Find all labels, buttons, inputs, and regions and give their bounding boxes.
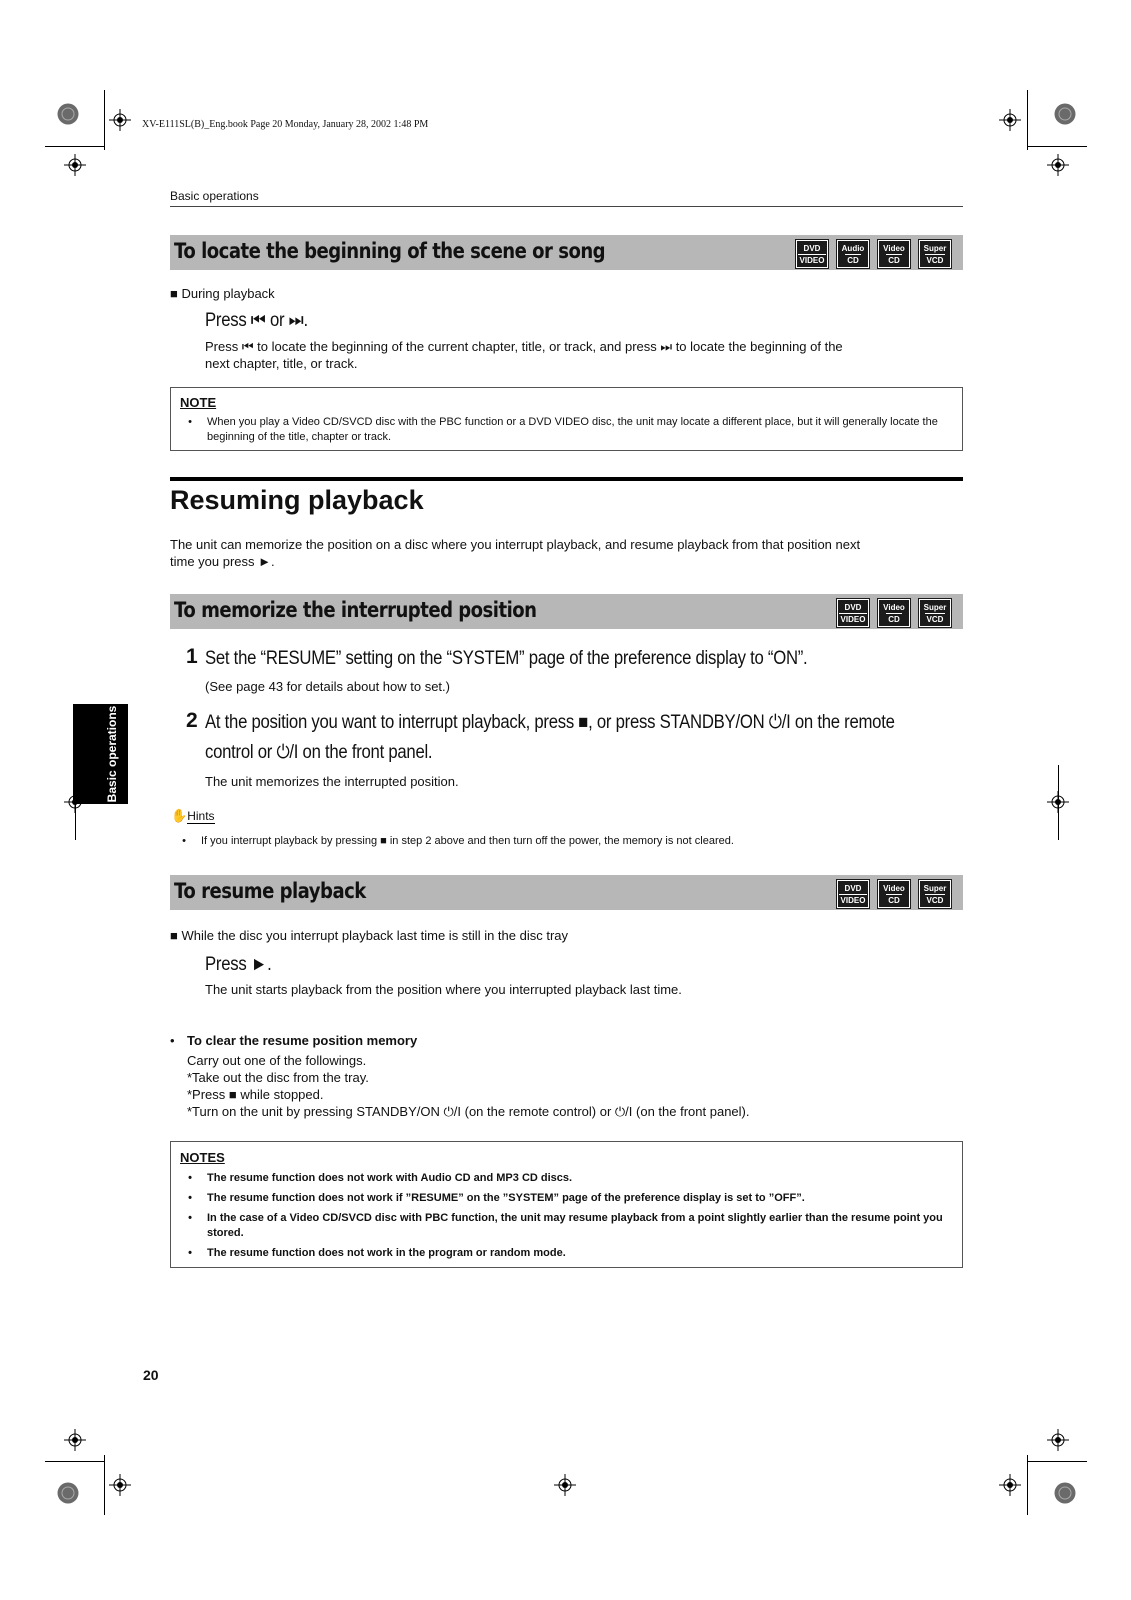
note-box	[170, 387, 963, 451]
super-vcd-badge: Super VCD	[919, 240, 951, 268]
section-title: To resume playback	[174, 879, 366, 903]
video-cd-badge: Video CD	[878, 599, 910, 627]
locate-desc-line1: Press ⏮ to locate the beginning of the current chapter, title, or track, and press ⏭ to locate the beginning of the	[205, 339, 843, 354]
note-label: NOTE	[180, 395, 217, 410]
super-vcd-badge: Super VCD	[919, 880, 951, 908]
intro-line2: time you press ►.	[170, 554, 275, 569]
step1-text: Set the “RESUME” setting on the “SYSTEM” page of the preference display to “ON”.	[205, 648, 808, 669]
condition-disc-in-tray: ■ While the disc you interrupt playback last time is still in the disc tray	[170, 928, 569, 943]
section-divider	[170, 477, 963, 481]
dvd-video-badge: DVD VIDEO	[837, 880, 869, 908]
disc-badges	[837, 599, 951, 627]
notes-list	[187, 1171, 952, 1261]
press-instruction: Press ⏮ or ⏭.	[205, 310, 308, 331]
registration-mark-icon	[1047, 1429, 1069, 1451]
color-target-icon	[57, 1482, 79, 1504]
header-rule	[170, 206, 963, 207]
video-cd-badge: Video CD	[878, 880, 910, 908]
side-tab-label: Basic operations	[105, 705, 119, 803]
section-bar-memorize	[170, 594, 963, 629]
dvd-video-badge: DVD VIDEO	[796, 240, 828, 268]
clear-memory-heading: • To clear the resume position memory	[170, 1033, 418, 1048]
note-item: • The resume function does not work with Audio CD and MP3 CD discs.	[188, 1172, 573, 1184]
note-item: • The resume function does not work if ”RESUME” on the ”SYSTEM” page of the preference display is set to ”OFF”.	[188, 1192, 805, 1204]
page-number: 20	[143, 1367, 159, 1383]
crop-mark	[104, 90, 105, 150]
file-info-header: XV-E111SL(B)_Eng.book Page 20 Monday, January 28, 2002 1:48 PM	[142, 119, 429, 130]
section-bar-locate	[170, 235, 963, 270]
note-item: • When you play a Video CD/SVCD disc with the PBC function or a DVD VIDEO disc, the unit may locate a different place, but it will generally locate the beginning of the title, chapter or track.	[188, 416, 938, 443]
audio-cd-badge: Audio CD	[837, 240, 869, 268]
registration-mark-icon	[109, 1474, 131, 1496]
section-bar-resume	[170, 875, 963, 910]
condition-during-playback: ■ During playback	[170, 286, 275, 301]
crop-mark	[1027, 1461, 1087, 1462]
crop-mark	[45, 146, 105, 147]
color-target-icon	[57, 103, 79, 125]
video-cd-badge: Video CD	[878, 240, 910, 268]
clear-line: *Take out the disc from the tray.	[187, 1070, 369, 1085]
hand-icon: ✋	[171, 808, 188, 823]
note-item: • In the case of a Video CD/SVCD disc with PBC function, the unit may resume playback from a point slightly earlier than the resume point you stored.	[188, 1212, 943, 1239]
step1-sub: (See page 43 for details about how to set.)	[205, 679, 450, 694]
note-item: • The resume function does not work in the program or random mode.	[188, 1247, 566, 1259]
clear-line: *Turn on the unit by pressing STANDBY/ON ⏻/I (on the remote control) or ⏻/I (on the front panel).	[187, 1104, 750, 1119]
step2-line1: At the position you want to interrupt playback, press ■, or press STANDBY/ON ⏻/I on the remote	[205, 712, 895, 733]
clear-line: *Press ■ while stopped.	[187, 1087, 324, 1102]
clear-line: Carry out one of the followings.	[187, 1053, 367, 1068]
registration-mark-icon	[554, 1474, 576, 1496]
crop-mark	[1027, 90, 1028, 150]
section-title: To locate the beginning of the scene or song	[174, 239, 606, 263]
disc-badges	[837, 880, 951, 908]
section-title: To memorize the interrupted position	[174, 598, 537, 622]
hints-label: ✋ Hints	[171, 808, 215, 823]
crop-mark	[45, 1461, 105, 1462]
notes-label: NOTES	[180, 1150, 225, 1165]
registration-mark-icon	[64, 154, 86, 176]
registration-mark-icon	[999, 1474, 1021, 1496]
registration-mark-icon	[999, 109, 1021, 131]
page-heading: Resuming playback	[170, 485, 424, 515]
side-tab	[73, 704, 128, 804]
registration-mark-icon	[64, 1429, 86, 1451]
hint-item: • If you interrupt playback by pressing ■ in step 2 above and then turn off the power, the memory is not cleared.	[182, 835, 734, 847]
crop-mark	[1027, 146, 1087, 147]
running-head: Basic operations	[170, 189, 259, 203]
resume-desc: The unit starts playback from the position where you interrupted playback last time.	[205, 982, 682, 997]
step2-line2: control or ⏻/I on the front panel.	[205, 742, 433, 763]
press-play-instruction: Press ►.	[205, 954, 272, 975]
crop-mark	[104, 1455, 105, 1515]
crop-mark	[1027, 1455, 1028, 1515]
registration-mark-icon	[109, 109, 131, 131]
dvd-video-badge: DVD VIDEO	[837, 599, 869, 627]
disc-badges	[796, 240, 951, 268]
color-target-icon	[1054, 1482, 1076, 1504]
registration-mark-icon	[1047, 154, 1069, 176]
super-vcd-badge: Super VCD	[919, 599, 951, 627]
locate-desc-line2: next chapter, title, or track.	[205, 356, 358, 371]
color-target-icon	[1054, 103, 1076, 125]
step2-sub: The unit memorizes the interrupted position.	[205, 774, 459, 789]
step-number: 1	[186, 645, 198, 668]
crop-mark	[1058, 765, 1059, 840]
notes-box	[170, 1141, 963, 1268]
intro-line1: The unit can memorize the position on a disc where you interrupt playback, and resume playback from that position next	[170, 537, 861, 552]
step-number: 2	[186, 709, 198, 732]
